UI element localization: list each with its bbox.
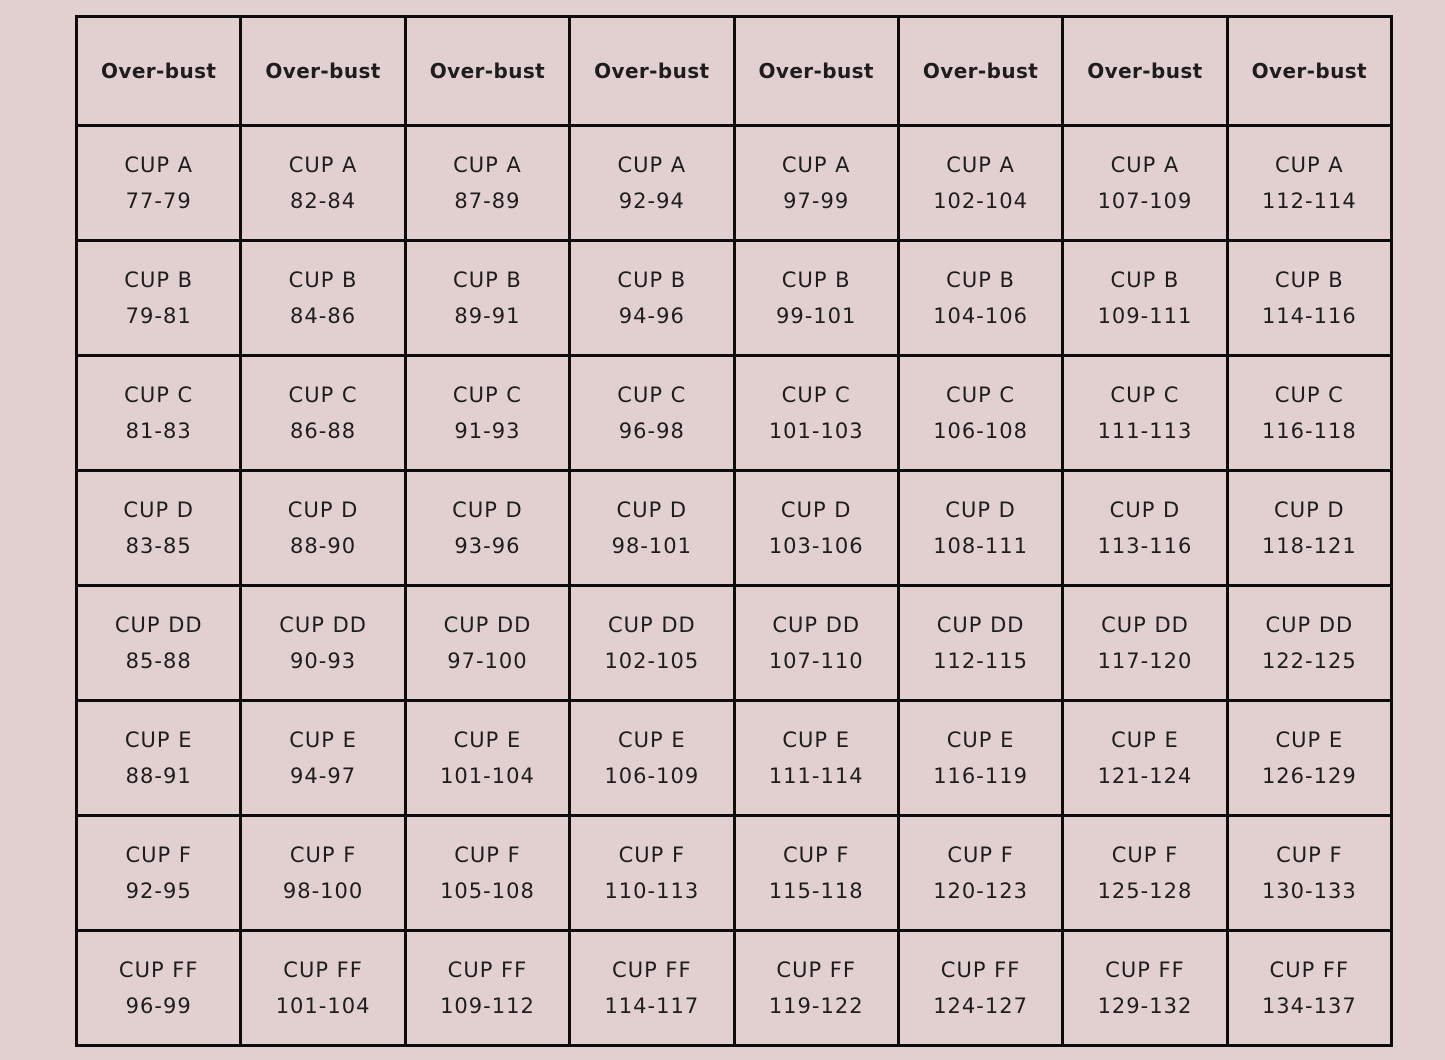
table-cell	[405, 701, 569, 816]
cup-label: CUP D	[452, 498, 523, 522]
overbust-range-value: 81-83	[125, 419, 192, 443]
cup-label: CUP E	[289, 728, 357, 752]
column-header-cell	[77, 17, 241, 126]
cup-label: CUP DD	[936, 613, 1025, 637]
cup-label: CUP D	[1274, 498, 1345, 522]
overbust-range-value: 94-97	[290, 764, 357, 788]
cup-label: CUP DD	[114, 613, 203, 637]
table-cell	[1227, 701, 1391, 816]
column-header-cell	[898, 17, 1062, 126]
table-cell	[1227, 586, 1391, 701]
table-header	[77, 17, 1392, 126]
column-header-label: Over-bust	[922, 59, 1039, 83]
overbust-range-value: 126-129	[1261, 764, 1357, 788]
table-cell	[898, 931, 1062, 1046]
column-header-cell	[734, 17, 898, 126]
table-cell	[77, 356, 241, 471]
cup-label: CUP E	[782, 728, 851, 752]
overbust-range-value: 106-109	[604, 764, 700, 788]
cup-label: CUP C	[1274, 383, 1344, 407]
column-header-label: Over-bust	[100, 59, 217, 83]
cup-label: CUP DD	[1101, 613, 1189, 637]
column-header-cell	[405, 17, 569, 126]
table-cell	[734, 126, 898, 241]
cup-label: CUP D	[945, 498, 1016, 522]
overbust-range-value: 97-99	[783, 189, 850, 213]
table-cell	[570, 126, 734, 241]
overbust-range-value: 113-116	[1097, 534, 1193, 558]
cup-label: CUP DD	[772, 613, 861, 637]
table-cell	[1227, 241, 1391, 356]
table-cell	[1227, 126, 1391, 241]
table-cell	[1227, 356, 1391, 471]
overbust-range-value: 101-104	[275, 994, 371, 1018]
table-cell	[241, 931, 405, 1046]
column-header-label: Over-bust	[265, 59, 381, 83]
cup-label: CUP B	[1110, 268, 1180, 292]
overbust-range-value: 110-113	[604, 879, 700, 903]
overbust-range-value: 125-128	[1097, 879, 1193, 903]
overbust-range-value: 87-89	[454, 189, 521, 213]
overbust-range-value: 96-98	[618, 419, 685, 443]
cup-label: CUP F	[618, 843, 686, 867]
overbust-range-value: 107-109	[1097, 189, 1193, 213]
table-cell	[1063, 701, 1227, 816]
cup-label: CUP F	[289, 843, 357, 867]
cup-label: CUP E	[617, 728, 686, 752]
overbust-range-value: 109-112	[440, 994, 535, 1018]
cup-label: CUP C	[288, 383, 358, 407]
overbust-range-value: 122-125	[1261, 649, 1357, 673]
overbust-range-value: 82-84	[290, 189, 357, 213]
overbust-range-value: 102-104	[933, 189, 1028, 213]
cup-label: CUP E	[1275, 728, 1344, 752]
overbust-range-value: 109-111	[1097, 304, 1193, 328]
cup-label: CUP D	[287, 498, 359, 522]
cup-label: CUP FF	[940, 958, 1021, 982]
table-cell	[241, 586, 405, 701]
overbust-range-value: 119-122	[768, 994, 864, 1018]
table-row	[77, 701, 1392, 816]
overbust-range-value: 104-106	[933, 304, 1028, 328]
overbust-range-value: 97-100	[447, 649, 528, 673]
overbust-range-value: 93-96	[454, 534, 521, 558]
table-cell	[1227, 931, 1391, 1046]
cup-label: CUP E	[1111, 728, 1179, 752]
cup-label: CUP DD	[443, 613, 532, 637]
overbust-range-value: 114-116	[1261, 304, 1357, 328]
table-cell	[570, 586, 734, 701]
table-cell	[570, 356, 734, 471]
table-cell	[405, 126, 569, 241]
table-cell	[405, 586, 569, 701]
column-header-label: Over-bust	[1251, 59, 1367, 83]
table-cell	[734, 701, 898, 816]
overbust-range-value: 121-124	[1097, 764, 1193, 788]
cup-label: CUP C	[617, 383, 687, 407]
overbust-range-value: 112-114	[1261, 189, 1357, 213]
table-cell	[570, 241, 734, 356]
table-row	[77, 471, 1392, 586]
size-chart-table	[75, 15, 1393, 1047]
cup-label: CUP C	[1110, 383, 1180, 407]
table-row	[77, 586, 1392, 701]
overbust-range-value: 130-133	[1261, 879, 1357, 903]
table-row	[77, 356, 1392, 471]
overbust-range-value: 129-132	[1097, 994, 1193, 1018]
overbust-range-value: 90-93	[290, 649, 357, 673]
table-body	[77, 126, 1392, 1046]
column-header-label: Over-bust	[594, 59, 710, 83]
overbust-range-value: 118-121	[1261, 534, 1357, 558]
table-cell	[1227, 471, 1391, 586]
overbust-range-value: 114-117	[604, 994, 700, 1018]
cup-label: CUP E	[453, 728, 522, 752]
table-cell	[734, 586, 898, 701]
overbust-range-value: 117-120	[1097, 649, 1193, 673]
column-header-label: Over-bust	[429, 59, 546, 83]
table-cell	[1063, 816, 1227, 931]
cup-label: CUP C	[124, 383, 194, 407]
table-cell	[405, 356, 569, 471]
table-cell	[1063, 241, 1227, 356]
cup-label: CUP D	[123, 498, 194, 522]
table-cell	[241, 126, 405, 241]
cup-label: CUP DD	[279, 613, 367, 637]
cup-label: CUP E	[946, 728, 1015, 752]
column-header-cell	[241, 17, 405, 126]
overbust-range-value: 99-101	[775, 304, 857, 328]
table-cell	[405, 471, 569, 586]
table-cell	[77, 241, 241, 356]
table-cell	[898, 586, 1062, 701]
table-cell	[77, 701, 241, 816]
overbust-range-value: 79-81	[125, 304, 192, 328]
overbust-range-value: 88-90	[290, 534, 357, 558]
table-cell	[241, 241, 405, 356]
overbust-range-value: 85-88	[125, 649, 192, 673]
table-cell	[570, 816, 734, 931]
table-cell	[1063, 126, 1227, 241]
header-row	[77, 17, 1392, 126]
cup-label: CUP FF	[612, 958, 692, 982]
overbust-range-value: 101-104	[440, 764, 535, 788]
overbust-range-value: 111-114	[768, 764, 864, 788]
cup-label: CUP A	[288, 153, 358, 177]
cup-label: CUP FF	[447, 958, 528, 982]
overbust-range-value: 92-95	[125, 879, 192, 903]
overbust-range-value: 77-79	[125, 189, 192, 213]
table-cell	[570, 931, 734, 1046]
column-header-cell	[1227, 17, 1391, 126]
cup-label: CUP C	[946, 383, 1016, 407]
overbust-range-value: 112-115	[933, 649, 1028, 673]
overbust-range-value: 103-106	[768, 534, 864, 558]
overbust-range-value: 124-127	[933, 994, 1028, 1018]
cup-label: CUP B	[946, 268, 1015, 292]
table-cell	[77, 471, 241, 586]
cup-label: CUP F	[125, 843, 192, 867]
overbust-range-value: 91-93	[454, 419, 521, 443]
table-cell	[77, 126, 241, 241]
overbust-range-value: 102-105	[604, 649, 700, 673]
overbust-range-value: 120-123	[933, 879, 1028, 903]
overbust-range-value: 106-108	[933, 419, 1028, 443]
column-header-label: Over-bust	[1087, 59, 1203, 83]
cup-label: CUP FF	[1269, 958, 1350, 982]
cup-label: CUP C	[781, 383, 851, 407]
overbust-range-value: 111-113	[1097, 419, 1193, 443]
table-cell	[734, 816, 898, 931]
overbust-range-value: 88-91	[125, 764, 192, 788]
table-cell	[1063, 931, 1227, 1046]
cup-label: CUP B	[453, 268, 522, 292]
table-cell	[1063, 356, 1227, 471]
table-cell	[1063, 471, 1227, 586]
table-cell	[77, 931, 241, 1046]
table-cell	[898, 241, 1062, 356]
table-cell	[898, 356, 1062, 471]
cup-label: CUP A	[946, 153, 1015, 177]
cup-label: CUP D	[780, 498, 852, 522]
cup-label: CUP F	[454, 843, 521, 867]
cup-label: CUP F	[1276, 843, 1343, 867]
cup-label: CUP FF	[1105, 958, 1185, 982]
table-cell	[734, 931, 898, 1046]
cup-label: CUP A	[1274, 153, 1344, 177]
cup-label: CUP B	[1274, 268, 1344, 292]
column-header-cell	[570, 17, 734, 126]
table-cell	[405, 241, 569, 356]
overbust-range-value: 98-101	[611, 534, 692, 558]
table-cell	[241, 816, 405, 931]
cup-label: CUP A	[617, 153, 687, 177]
table-cell	[898, 126, 1062, 241]
overbust-range-value: 116-118	[1261, 419, 1357, 443]
table-cell	[405, 816, 569, 931]
cup-label: CUP F	[782, 843, 850, 867]
table-row	[77, 816, 1392, 931]
overbust-range-value: 83-85	[125, 534, 192, 558]
cup-label: CUP B	[781, 268, 851, 292]
table-cell	[898, 701, 1062, 816]
cup-label: CUP A	[124, 153, 194, 177]
table-cell	[734, 241, 898, 356]
cup-label: CUP E	[124, 728, 193, 752]
table-cell	[77, 586, 241, 701]
table-row	[77, 126, 1392, 241]
table-cell	[898, 816, 1062, 931]
table-cell	[77, 816, 241, 931]
table-cell	[1227, 816, 1391, 931]
cup-label: CUP A	[453, 153, 522, 177]
table-cell	[734, 471, 898, 586]
size-chart-container	[75, 15, 1393, 1047]
overbust-range-value: 98-100	[282, 879, 364, 903]
table-row	[77, 241, 1392, 356]
table-cell	[241, 471, 405, 586]
cup-label: CUP C	[452, 383, 522, 407]
cup-label: CUP A	[1110, 153, 1180, 177]
cup-label: CUP F	[1111, 843, 1179, 867]
overbust-range-value: 89-91	[454, 304, 521, 328]
column-header-cell	[1063, 17, 1227, 126]
overbust-range-value: 94-96	[618, 304, 685, 328]
table-cell	[1063, 586, 1227, 701]
table-cell	[241, 356, 405, 471]
table-cell	[570, 471, 734, 586]
table-cell	[570, 701, 734, 816]
overbust-range-value: 96-99	[125, 994, 192, 1018]
cup-label: CUP B	[124, 268, 194, 292]
cup-label: CUP B	[617, 268, 687, 292]
cup-label: CUP F	[947, 843, 1014, 867]
overbust-range-value: 116-119	[933, 764, 1028, 788]
cup-label: CUP D	[616, 498, 688, 522]
cup-label: CUP A	[781, 153, 851, 177]
overbust-range-value: 105-108	[440, 879, 535, 903]
overbust-range-value: 92-94	[618, 189, 685, 213]
cup-label: CUP FF	[283, 958, 363, 982]
cup-label: CUP FF	[118, 958, 199, 982]
cup-label: CUP B	[288, 268, 358, 292]
overbust-range-value: 101-103	[768, 419, 864, 443]
column-header-label: Over-bust	[758, 59, 874, 83]
overbust-range-value: 108-111	[933, 534, 1028, 558]
overbust-range-value: 86-88	[290, 419, 357, 443]
table-cell	[898, 471, 1062, 586]
cup-label: CUP DD	[1265, 613, 1354, 637]
table-cell	[241, 701, 405, 816]
overbust-range-value: 84-86	[290, 304, 357, 328]
cup-label: CUP D	[1109, 498, 1181, 522]
overbust-range-value: 115-118	[768, 879, 864, 903]
table-cell	[405, 931, 569, 1046]
cup-label: CUP DD	[607, 613, 696, 637]
cup-label: CUP FF	[776, 958, 856, 982]
table-cell	[734, 356, 898, 471]
overbust-range-value: 107-110	[768, 649, 864, 673]
overbust-range-value: 134-137	[1261, 994, 1357, 1018]
table-row	[77, 931, 1392, 1046]
